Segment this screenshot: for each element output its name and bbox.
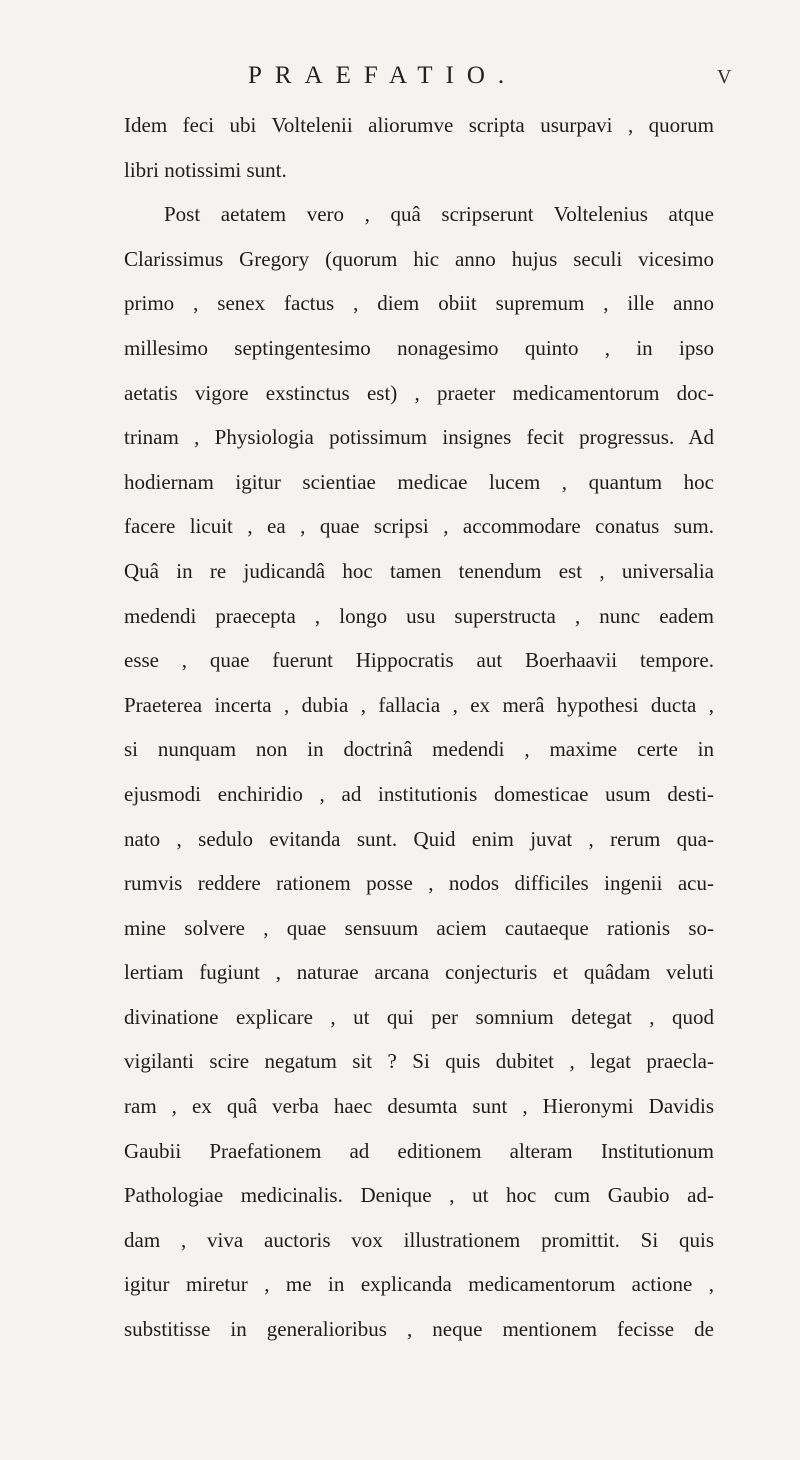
text-line: vigilanti scire negatum sit ? Si quis dubitet , legat praecla- [124, 1049, 714, 1074]
text-line: Quâ in re judicandâ hoc tamen tenendum est , universalia [124, 558, 714, 583]
text-line: Praeterea incerta , dubia , fallacia , ex merâ hypothesi ducta , [124, 692, 714, 717]
text-line: Gaubii Praefationem ad editionem alteram Institutionum [124, 1138, 714, 1163]
text-line: facere licuit , ea , quae scripsi , accommodare conatus sum. [124, 514, 714, 539]
text-line: si nunquam non in doctrinâ medendi , maxime certe in [124, 737, 714, 762]
text-line: mine solvere , quae sensuum aciem cautaeque rationis so- [124, 915, 714, 940]
text-line: esse , quae fuerunt Hippocratis aut Boerhaavii tempore. [124, 648, 714, 673]
text-line: igitur miretur , me in explicanda medicamentorum actione , [124, 1272, 714, 1297]
text-line: ejusmodi enchiridio , ad institutionis domesticae usum desti- [124, 781, 714, 806]
text-line: rumvis reddere rationem posse , nodos difficiles ingenii acu- [124, 871, 714, 896]
text-line: millesimo septingentesimo nonagesimo quinto , in ipso [124, 335, 714, 360]
text-line: libri notissimi sunt. [124, 157, 287, 182]
text-line: medendi praecepta , longo usu superstructa , nunc eadem [124, 603, 714, 628]
text-line: hodiernam igitur scientiae medicae lucem , quantum hoc [124, 469, 714, 494]
body-text [124, 103, 714, 1352]
text-line: Clarissimus Gregory (quorum hic anno hujus seculi vicesimo [124, 246, 714, 271]
text-line: trinam , Physiologia potissimum insignes fecit progressus. Ad [124, 425, 714, 450]
running-head [0, 62, 800, 92]
text-line: nato , sedulo evitanda sunt. Quid enim juvat , rerum qua- [124, 826, 714, 851]
text-line: primo , senex factus , diem obiit supremum , ille anno [124, 291, 714, 316]
text-line: dam , viva auctoris vox illustrationem promittit. Si quis [124, 1227, 714, 1252]
text-line: substitisse in generalioribus , neque mentionem fecisse de [124, 1317, 714, 1342]
text-line: ram , ex quâ verba haec desumta sunt , Hieronymi Davidis [124, 1094, 714, 1119]
text-line: divinatione explicare , ut qui per somnium detegat , quod [124, 1004, 714, 1029]
running-title: PRAEFATIO. [248, 62, 518, 89]
text-line: Pathologiae medicinalis. Denique , ut hoc cum Gaubio ad- [124, 1183, 714, 1208]
text-line: lertiam fugiunt , naturae arcana conjecturis et quâdam veluti [124, 960, 714, 985]
text-line: Idem feci ubi Voltelenii aliorumve scripta usurpavi , quorum [124, 113, 714, 137]
text-line: Post aetatem vero , quâ scripserunt Voltelenius atque [164, 202, 714, 227]
page-number: V [717, 66, 732, 88]
text-line: aetatis vigore exstinctus est) , praeter medicamentorum doc- [124, 380, 714, 405]
